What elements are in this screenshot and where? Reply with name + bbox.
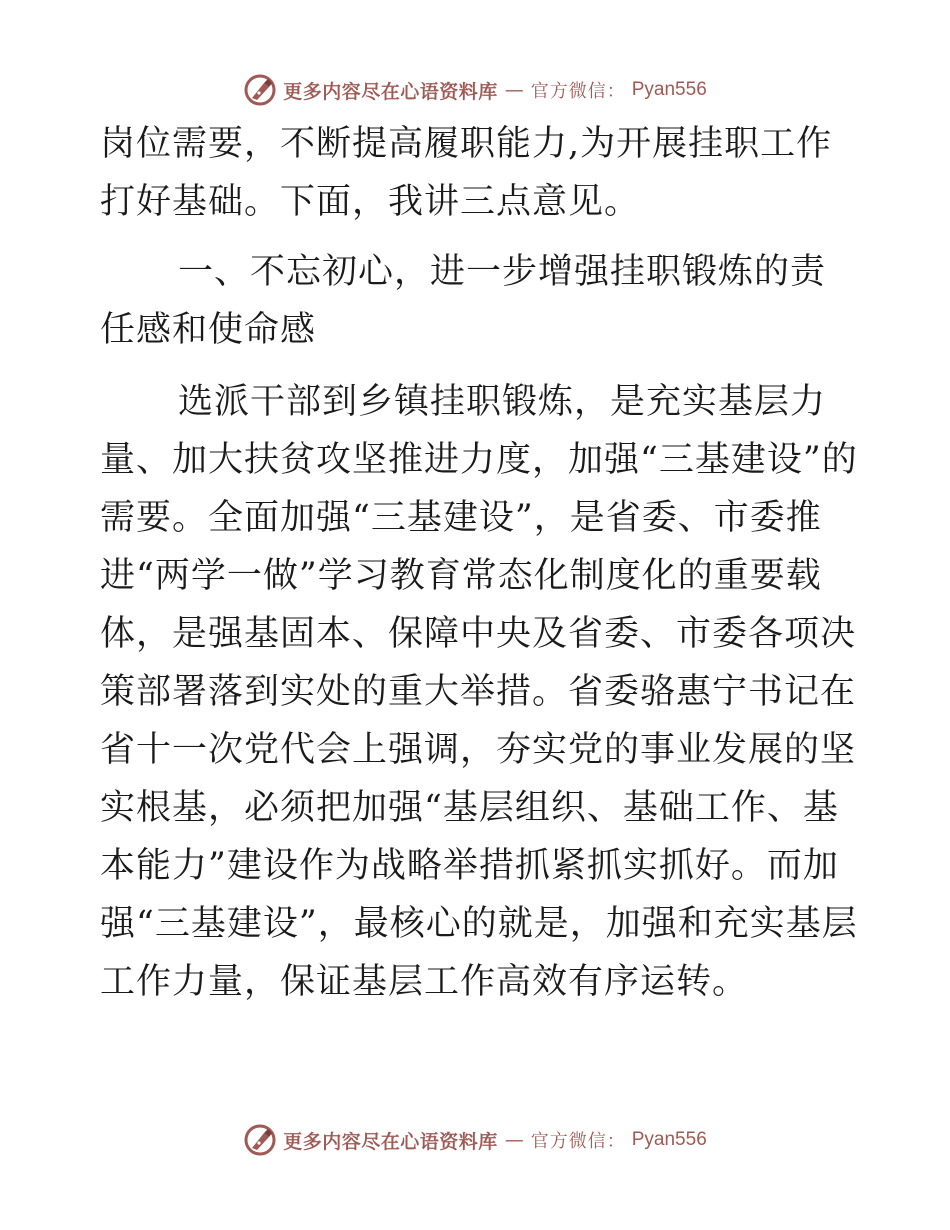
footer-banner: [0, 1120, 950, 1160]
paragraph-opening: 岗位需要，不断提高履职能力,为开展挂职工作打好基础。下面，我讲三点意见。: [100, 124, 833, 222]
paragraph-section-1: 选派干部到乡镇挂职锻炼，是充实基层力量、加大扶贫攻坚推进力度，加强“三基建设”的需要。全面加强“三基建设”，是省委、市委推进“两学一做”学习教育常态化制度化的重要载体，是强基固本、保障中央及省委、市委各项决策部署落到实处的重大举措。省委骆惠宁书记在省十一次党代会上强调，夯实党的事业发展的坚实根基，必须把加强“基层组织、基础工作、基本能力”建设作为战略举措抓紧抓实抓好。而加强“三基建设”，最核心的就是，加强和充实基层工作力量，保证基层工作高效有序运转。: [100, 382, 858, 1002]
header-banner-content: [243, 73, 707, 107]
header-banner: [0, 70, 950, 110]
footer-separator: —: [504, 1129, 524, 1151]
header-separator: —: [504, 79, 524, 101]
header-library-text: 更多内容尽在心语资料库: [283, 80, 498, 103]
section-heading-1: 一、不忘初心，进一步增强挂职锻炼的责任感和使命感: [100, 252, 827, 350]
footer-banner-content: [243, 1123, 707, 1157]
pen-nib-circle-icon: [243, 1123, 277, 1157]
footer-wechat-id: Pyan556: [631, 1129, 707, 1150]
header-wechat-label: 官方微信：: [530, 81, 626, 102]
pen-nib-circle-icon: [243, 73, 277, 107]
header-wechat-id: Pyan556: [631, 79, 707, 100]
footer-wechat-label: 官方微信：: [530, 1131, 626, 1152]
footer-library-text: 更多内容尽在心语资料库: [283, 1130, 498, 1153]
document-body: [100, 115, 860, 1025]
